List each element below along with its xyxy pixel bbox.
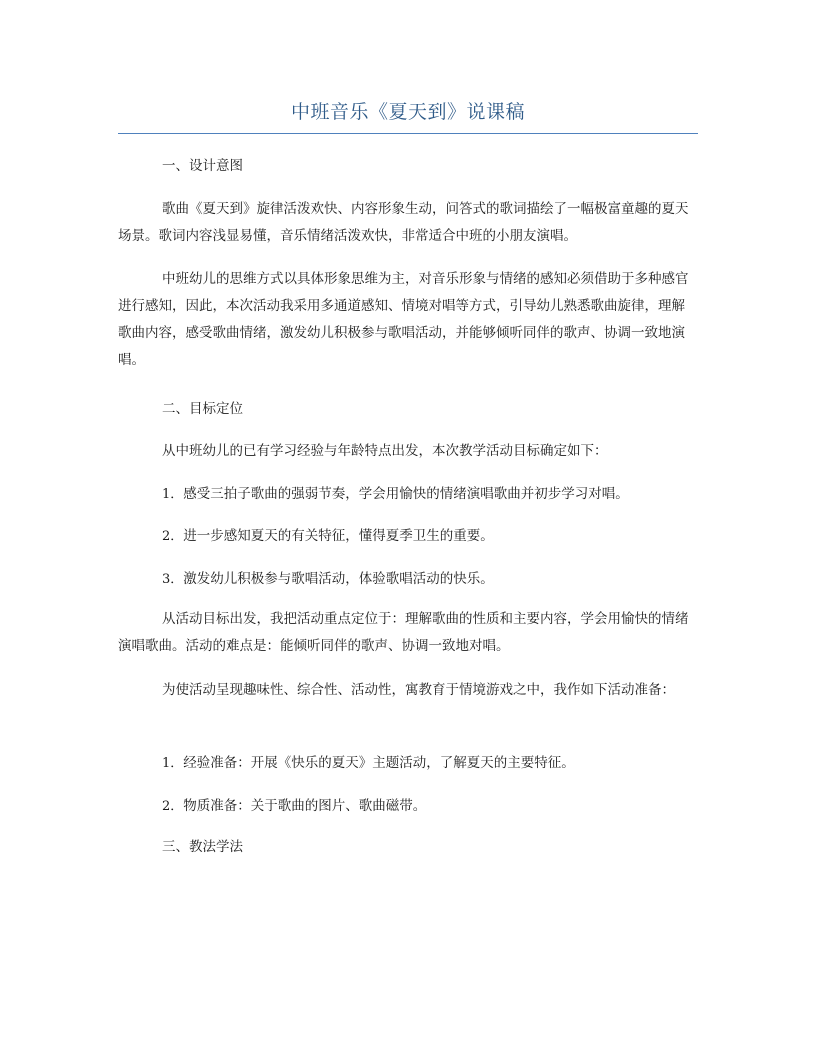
prep-number-1: 1．: [162, 756, 184, 771]
prep-text-1: 经验准备：开展《快乐的夏天》主题活动，了解夏天的主要特征。: [183, 755, 575, 771]
title-divider: [118, 133, 698, 134]
document-title: 中班音乐《夏天到》说课稿: [290, 101, 525, 123]
goal-text-1: 感受三拍子歌曲的强弱节奏，学会用愉快的情绪演唱歌曲并初步学习对唱。: [183, 486, 629, 502]
goal-number-2: 2．: [162, 529, 184, 544]
prep-number-2: 2．: [162, 799, 184, 814]
goal-item-1: [162, 481, 696, 508]
paragraph-goals-intro: 从中班幼儿的已有学习经验与年龄特点出发，本次教学活动目标确定如下：: [162, 443, 608, 459]
goal-text-2: 进一步感知夏天的有关特征，懂得夏季卫生的重要。: [183, 528, 494, 544]
prep-item-1: [162, 750, 696, 777]
prep-text-2: 物质准备：关于歌曲的图片、歌曲磁带。: [183, 798, 427, 814]
goal-number-1: 1．: [162, 487, 184, 502]
paragraph-song-description: 歌曲《夏天到》旋律活泼欢快、内容形象生动，问答式的歌词描绘了一幅极富童趣的夏天场景。歌词内容浅显易懂，音乐情绪活泼欢快，非常适合中班的小朋友演唱。: [118, 201, 689, 244]
prep-item-2: [162, 793, 696, 820]
goal-item-3: [162, 566, 696, 593]
goal-text-3: 激发幼儿积极参与歌唱活动，体验歌唱活动的快乐。: [183, 571, 494, 587]
paragraph-child-thinking: 中班幼儿的思维方式以具体形象思维为主，对音乐形象与情绪的感知必须借助于多种感官进行感知，因此，本次活动我采用多通道感知、情境对唱等方式，引导幼儿熟悉歌曲旋律，理解歌曲内容，感受歌曲情绪，激发幼儿积极参与歌唱活动，并能够倾听同伴的歌声、协调一致地演唱。: [118, 271, 689, 368]
section-heading-goals: 二、目标定位: [162, 401, 243, 417]
section-heading-design-intent: 一、设计意图: [162, 158, 243, 174]
paragraph-focus-difficulty: 从活动目标出发，我把活动重点定位于：理解歌曲的性质和主要内容，学会用愉快的情绪演唱歌曲。活动的难点是：能倾听同伴的歌声、协调一致地对唱。: [118, 611, 689, 654]
goal-number-3: 3．: [162, 572, 184, 587]
paragraph-preparation-intro: 为使活动呈现趣味性、综合性、活动性，寓教育于情境游戏之中，我作如下活动准备：: [162, 682, 675, 698]
section-heading-methods: 三、教法学法: [162, 839, 243, 855]
goal-item-2: [162, 523, 696, 550]
